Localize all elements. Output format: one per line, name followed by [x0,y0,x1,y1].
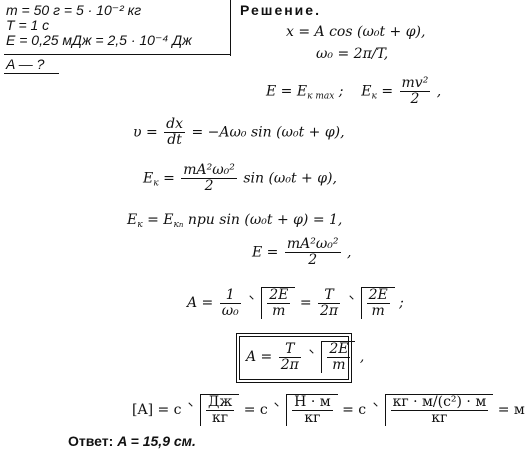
answer-label: Ответ: [68,433,114,449]
eq-amplitude-derivation: A = $\frac{1}{\text{ω₀}}$ $\frac{2E}{m}$ = $\frac{T}{2\pi}$ $\frac{2E}{m}$ ; [187,286,404,319]
given-bottom-rule [4,73,59,74]
eq-boxed-amplitude: A = $\frac{T}{2\pi}$ $\frac{2E}{m}$ , [246,340,365,373]
solution-heading: Решение. [240,2,321,18]
eq-energy-relation: $E = E_{к max}$ ; $E_к$ = $\frac{\text{mv²}}{2}$ , [266,75,442,107]
given-period: T = 1 c [6,17,50,33]
answer-line [68,433,196,449]
eq-units-check: [A] = c $\frac{Дж}{кг}$ = c $\frac{Н \cdot м}{кг}$ = c $\frac{\text{кг · м/(c²) · м}}{кг}$ = м [132,394,525,426]
eq-angular-frequency: ω₀ = 2π/T, [316,46,389,62]
eq-kinetic-max: $E_к = E_{кп}$ при sin (ω₀t + φ) = 1, [127,212,343,230]
eq-kinetic-energy: $E_к$ = $\frac{\text{mA²ω₀²}}{2}$ sin (ω₀t + φ), [143,162,337,194]
given-unknown: A — ? [6,56,45,72]
given-vertical-rule [230,0,231,56]
eq-position: x = A cos (ω₀t + φ), [286,24,426,40]
given-energy: E = 0,25 мДж = 2,5 · 10⁻⁴ Дж [6,32,192,48]
given-divider [4,54,230,55]
answer-value: A = 15,9 см. [117,433,196,449]
eq-total-energy: E = $\frac{\text{mA²ω₀²}}{2}$ , [252,236,352,268]
given-mass: m = 50 г = 5 · 10⁻² кг [6,2,142,18]
eq-velocity: υ = $\frac{dx}{dt}$ = −Aω₀ sin (ω₀t + φ), [133,116,345,148]
